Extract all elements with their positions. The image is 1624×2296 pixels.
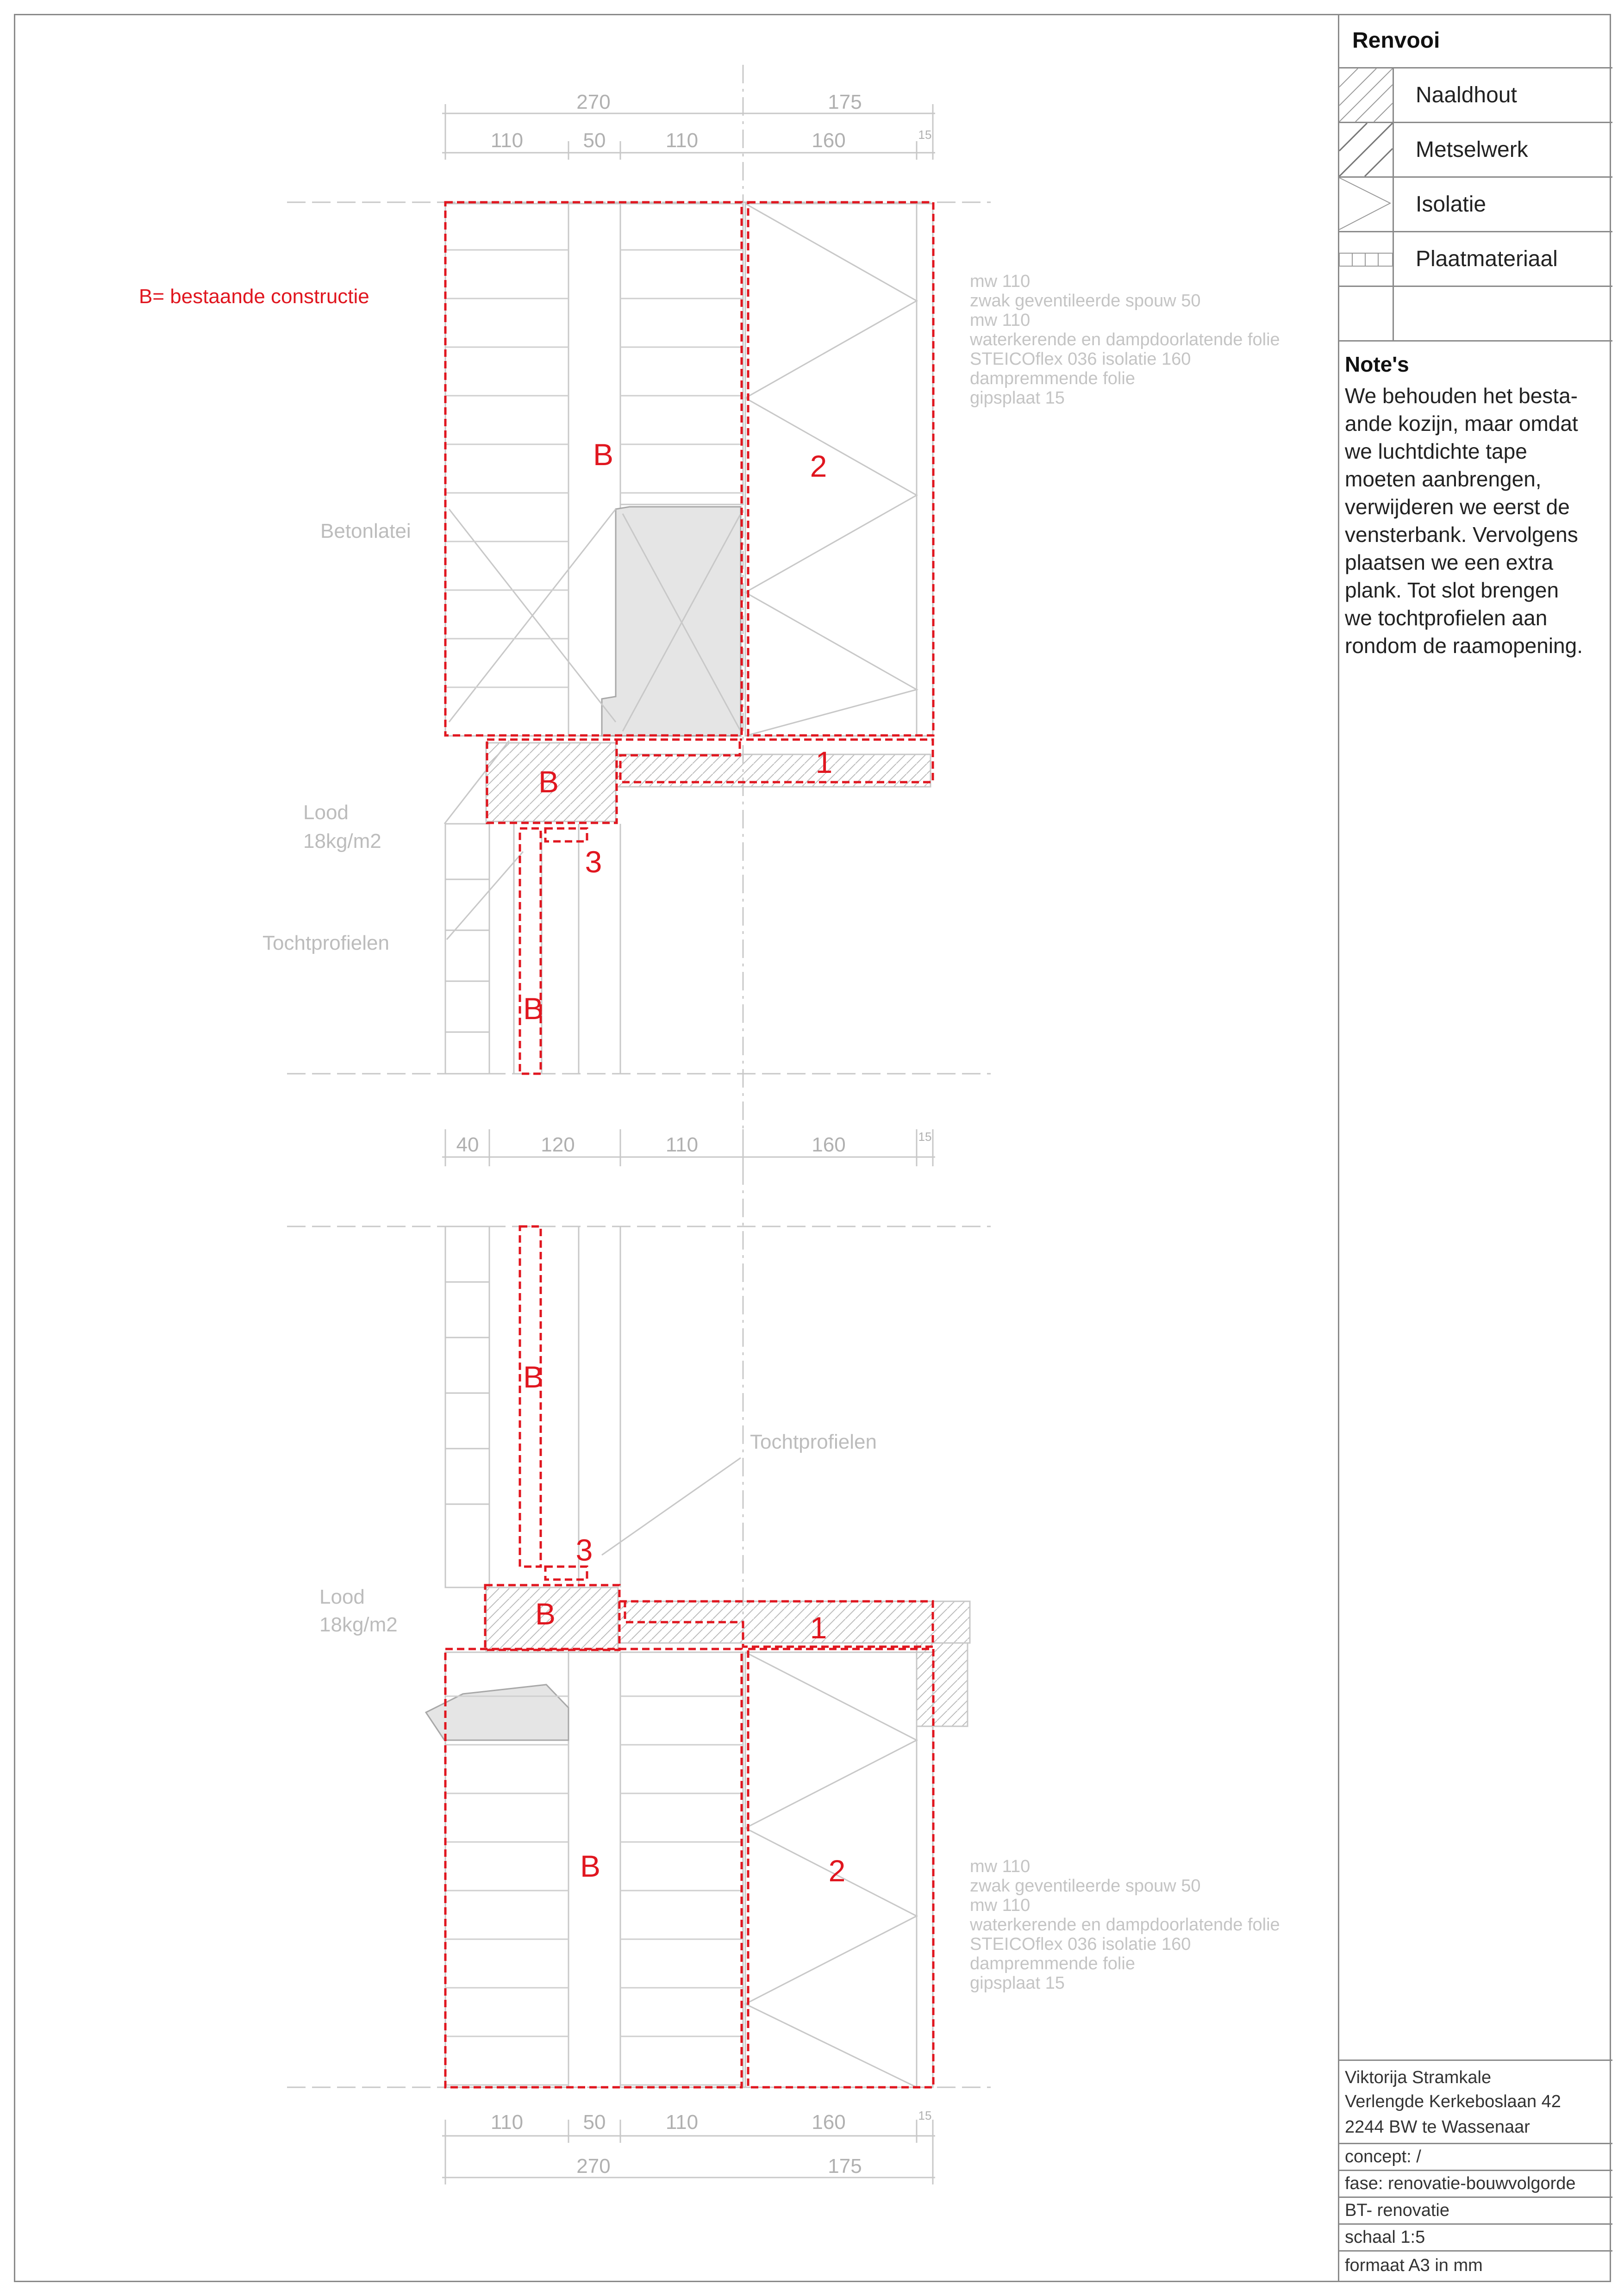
dim-top-part-50: 50: [583, 129, 606, 152]
marker-b-top-jamb: B: [523, 991, 544, 1026]
marker-b-bottom-frame: B: [535, 1597, 556, 1631]
masonry-hatch-icon: [1339, 123, 1394, 176]
dim-bot-total-175: 175: [828, 2155, 862, 2178]
tochtprofielen-bottom-label: Tochtprofielen: [750, 1431, 877, 1453]
note-line: ande kozijn, maar omdat: [1345, 411, 1578, 436]
dim-bot-total-270: 270: [576, 2155, 611, 2178]
existing-construction-note: B= bestaande constructie: [139, 285, 369, 308]
titleblock-scale: schaal 1:5: [1339, 2223, 1612, 2250]
note-line: We behouden het besta-: [1345, 384, 1578, 408]
note-line: vensterbank. Vervolgens: [1345, 523, 1578, 547]
note-line: verwijderen we eerst de: [1345, 495, 1570, 519]
dim-top-part-15: 15: [918, 128, 932, 142]
marker-3-bottom: 3: [575, 1533, 593, 1567]
tochtprofielen-top-label: Tochtprofielen: [262, 932, 389, 954]
legend-item-metselwerk: [1339, 123, 1612, 178]
note-line: we luchtdichte tape: [1345, 439, 1527, 463]
note-line: plaatsen we een extra: [1345, 550, 1554, 574]
legend-item-plaatmateriaal: [1339, 232, 1612, 287]
dim-mid-40: 40: [456, 1133, 479, 1156]
lood-bottom-label-1: Lood: [319, 1586, 365, 1608]
legend-label: Plaatmateriaal: [1416, 247, 1558, 271]
legend-header: [1339, 14, 1612, 68]
marker-1-bottom: 1: [810, 1611, 827, 1645]
layer-note: mw 110: [970, 272, 1031, 291]
lood-bottom-label-2: 18kg/m2: [319, 1613, 398, 1636]
legend-empty-swatch: [1339, 287, 1394, 340]
dim-bot-part-160: 160: [812, 2111, 846, 2134]
layer-note: mw 110: [970, 1857, 1031, 1876]
board-material-icon: [1339, 232, 1394, 286]
dim-top-total-270: 270: [576, 91, 611, 113]
layer-note: gipsplaat 15: [970, 388, 1065, 408]
marker-b-bottom-jamb: B: [523, 1360, 544, 1394]
layer-note: STEICOflex 036 isolatie 160: [970, 1935, 1191, 1954]
layer-note: STEICOflex 036 isolatie 160: [970, 349, 1191, 369]
layer-note: dampremmende folie: [970, 369, 1135, 388]
notes-body: [1345, 382, 1606, 660]
layer-note: waterkerende en dampdoorlatende folie: [970, 1915, 1280, 1935]
titleblock-phase: fase: renovatie-bouwvolgorde: [1339, 2170, 1612, 2196]
softwood-hatch-icon: [1339, 68, 1394, 122]
dim-top-total-175: 175: [828, 91, 862, 113]
layer-notes-top: [969, 272, 1280, 408]
titleblock-address-2: 2244 BW te Wassenaar: [1345, 2117, 1530, 2137]
layer-note: zwak geventileerde spouw 50: [970, 291, 1201, 311]
marker-1-top: 1: [815, 745, 833, 779]
legend-label: Metselwerk: [1416, 137, 1528, 162]
note-line: plank. Tot slot brengen: [1345, 578, 1559, 602]
drawing-text: [139, 91, 1280, 2178]
betonlatei-label: Betonlatei: [320, 520, 411, 542]
layer-note: waterkerende en dampdoorlatende folie: [970, 330, 1280, 349]
layer-note: gipsplaat 15: [970, 1973, 1065, 1993]
legend-item-isolatie: [1339, 178, 1612, 232]
layer-note: mw 110: [970, 1896, 1031, 1915]
titleblock-address-1: Verlengde Kerkeboslaan 42: [1345, 2092, 1561, 2111]
dim-top-part-110b: 110: [665, 129, 699, 152]
insulation-zigzag-icon: [1339, 178, 1394, 231]
dim-bot-part-50: 50: [583, 2111, 606, 2134]
dim-mid-160: 160: [812, 1133, 846, 1156]
layer-note: mw 110: [970, 311, 1031, 330]
sill-detail: [287, 1226, 991, 2184]
dim-mid-120: 120: [541, 1133, 575, 1156]
dim-top-part-160: 160: [812, 129, 846, 152]
dim-bot-part-15: 15: [918, 2109, 932, 2122]
marker-b-bottom-wall: B: [580, 1849, 601, 1883]
marker-b-top-frame: B: [538, 765, 559, 799]
notes-title: Note's: [1345, 352, 1409, 376]
marker-2-bottom: 2: [828, 1854, 846, 1888]
note-line: rondom de raamopening.: [1345, 634, 1583, 658]
dim-top-part-110a: 110: [490, 129, 524, 152]
legend-title: Renvooi: [1352, 28, 1440, 53]
note-line: moeten aanbrengen,: [1345, 467, 1542, 491]
legend-panel: [1338, 14, 1611, 2282]
layer-note: dampremmende folie: [970, 1954, 1135, 1973]
layer-note: zwak geventileerde spouw 50: [970, 1876, 1201, 1896]
legend-label: Naaldhout: [1416, 83, 1517, 107]
titleblock-author: Viktorija Stramkale: [1339, 2060, 1612, 2113]
note-line: we tochtprofielen aan: [1345, 606, 1548, 630]
legend-label: Isolatie: [1416, 192, 1487, 217]
layer-notes-bottom: [969, 1857, 1280, 1993]
dim-mid-110: 110: [665, 1133, 699, 1156]
lood-top-label-2: 18kg/m2: [303, 830, 381, 852]
legend-item-empty: [1339, 287, 1612, 342]
dim-mid-15: 15: [918, 1130, 932, 1144]
lood-top-label-1: Lood: [303, 801, 349, 824]
dim-bot-part-110a: 110: [490, 2111, 524, 2134]
head-detail: [287, 65, 991, 2036]
titleblock-project: BT- renovatie: [1339, 2196, 1612, 2223]
titleblock-concept: concept: /: [1339, 2143, 1612, 2170]
dim-bot-part-110b: 110: [665, 2111, 699, 2134]
marker-2-top: 2: [810, 449, 827, 483]
marker-b-top-wall: B: [593, 437, 614, 472]
marker-3-top: 3: [585, 845, 602, 879]
legend-item-naaldhout: [1339, 68, 1612, 123]
titleblock-format: formaat A3 in mm: [1339, 2250, 1612, 2282]
